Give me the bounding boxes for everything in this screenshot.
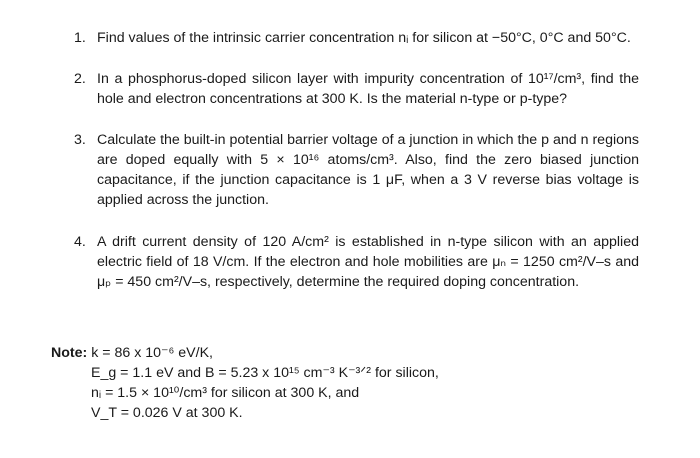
problem-text: Calculate the built-in potential barrier voltage of a junction in which the p and n regions are doped equally with 5 × 10¹⁶ atoms/cm³. Also, find the zero biased junction capacitance, if the junction capacitance is 1 μF, when a 3 V reverse bias voltage is applied across the junction. (97, 132, 639, 208)
problem-number: 2. (74, 71, 86, 87)
problem-number: 4. (74, 234, 86, 250)
note-constant-k: k = 86 x 10⁻⁶ eV/K, (91, 345, 213, 361)
problem-text: A drift current density of 120 A/cm² is established in n-type silicon with an applied electric field of 18 V/cm. If the electron and hole mobilities are μₙ = 1250 cm²/V–s and μₚ = 450 cm²/V–s, respectively, determine the required doping concentration. (97, 234, 639, 290)
problem-number: 1. (74, 30, 86, 46)
note-constant-ni: nᵢ = 1.5 × 10¹⁰/cm³ for silicon at 300 K, and (91, 385, 360, 401)
note-constant-vt: V_T = 0.026 V at 300 K. (91, 405, 243, 421)
note-constant-eg: E_g = 1.1 eV and B = 5.23 x 10¹⁵ cm⁻³ K⁻³ᐟ² for silicon, (91, 365, 439, 381)
problem-text: Find values of the intrinsic carrier concentration nᵢ for silicon at −50°C, 0°C and 50°C. (97, 30, 631, 46)
problem-text: In a phosphorus-doped silicon layer with impurity concentration of 10¹⁷/cm³, find the hole and electron concentrations at 300 K. Is the material n-type or p-type? (97, 71, 639, 107)
note-section (51, 343, 471, 423)
problem-number: 3. (74, 132, 86, 148)
note-label: Note: (51, 345, 88, 361)
